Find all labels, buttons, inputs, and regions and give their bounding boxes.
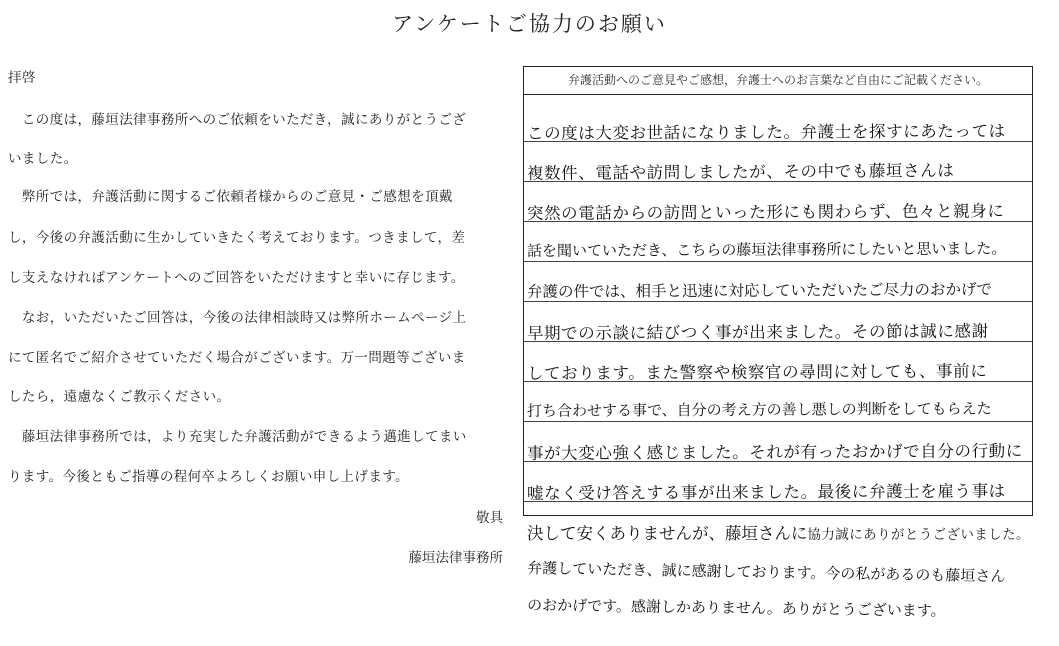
ruled-line (524, 421, 1032, 422)
handwritten-line: 突然の電話からの訪問といった形にも関わらず、色々と親身に (526, 201, 1005, 224)
letter-closing: 敬具 (476, 510, 503, 526)
handwritten-line: 複数件、電話や訪問しましたが、その中でも藤垣さんは (526, 161, 955, 184)
handwritten-line: 嘘なく受け答えする事が出来ました。最後に弁護士を雇う事は (526, 481, 1006, 503)
handwritten-overflow-line: のおかげです。感謝しかありません。ありがとうございます。 (527, 596, 946, 620)
ruled-line (524, 261, 1032, 262)
letter-line: したら，遠慮なくご教示ください。 (8, 389, 231, 405)
letter-line: いました。 (8, 151, 78, 167)
letter-line: し支えなければアンケートへのご回答をいただけますと幸いに存じます。 (8, 270, 465, 286)
handwritten-overflow-line: 弁護していただき、誠に感謝しております。今の私があるのも藤垣さん (527, 559, 1006, 586)
handwritten-text: 決して安くありませんが、藤垣さんに (527, 524, 808, 543)
handwritten-line: 弁護の件では、相手と迅速に対応していただいたご尽力のおかげで (526, 280, 993, 301)
typed-text: 協力誠にありがとうございました。 (807, 527, 1030, 543)
letter-line: ります。今後ともご指導の程何卒よろしくお願い申し上げます。 (8, 469, 409, 485)
letter-salutation: 拝啓 (8, 70, 36, 86)
comment-box-prompt: 弁護活動へのご意見やご感想，弁護士へのお言葉など自由にご記載ください。 (524, 67, 1032, 95)
letter-signature: 藤垣法律事務所 (408, 550, 503, 566)
page-title: アンケートご協力のお願い (392, 12, 667, 36)
letter-line: 藤垣法律事務所では，より充実した弁護活動ができるよう邁進してまい (8, 429, 467, 445)
handwritten-line: 打ち合わせする事で、自分の考え方の善し悪しの判断をしてもらえた (526, 399, 992, 420)
handwritten-line: 早期での示談に結びつく事が出来ました。その節は誠に感謝 (526, 321, 989, 343)
letter-line: 弊所では，弁護活動に関するご依頼者様からのご意見・ご感想を頂戴 (8, 189, 453, 205)
handwritten-line: 話を聞いていただき、こちらの藤垣法律事務所にしたいと思いました。 (526, 239, 1007, 260)
letter-line: この度は，藤垣法律事務所へのご依頼をいただき，誠にありがとうござ (8, 112, 467, 128)
letter-line: にて匿名でご紹介させていただく場合がございます。万一問題等ございま (8, 350, 466, 366)
handwritten-line: この度は大変お世話になりました。弁護士を探すにあたっては (526, 121, 1006, 144)
handwritten-overflow-line (527, 520, 1030, 544)
handwritten-line: しております。また警察や検察官の尋問に対しても、事前に (526, 361, 988, 383)
letter-line: なお，いただいたご回答は，今後の法律相談時又は弊所ホームページ上 (8, 310, 467, 326)
handwritten-line: 事が大変心強く感じました。それが有ったおかげで自分の行動に (526, 441, 1023, 463)
letter-line: し，今後の弁護活動に生かしていきたく考えております。つきまして，差 (8, 230, 466, 246)
